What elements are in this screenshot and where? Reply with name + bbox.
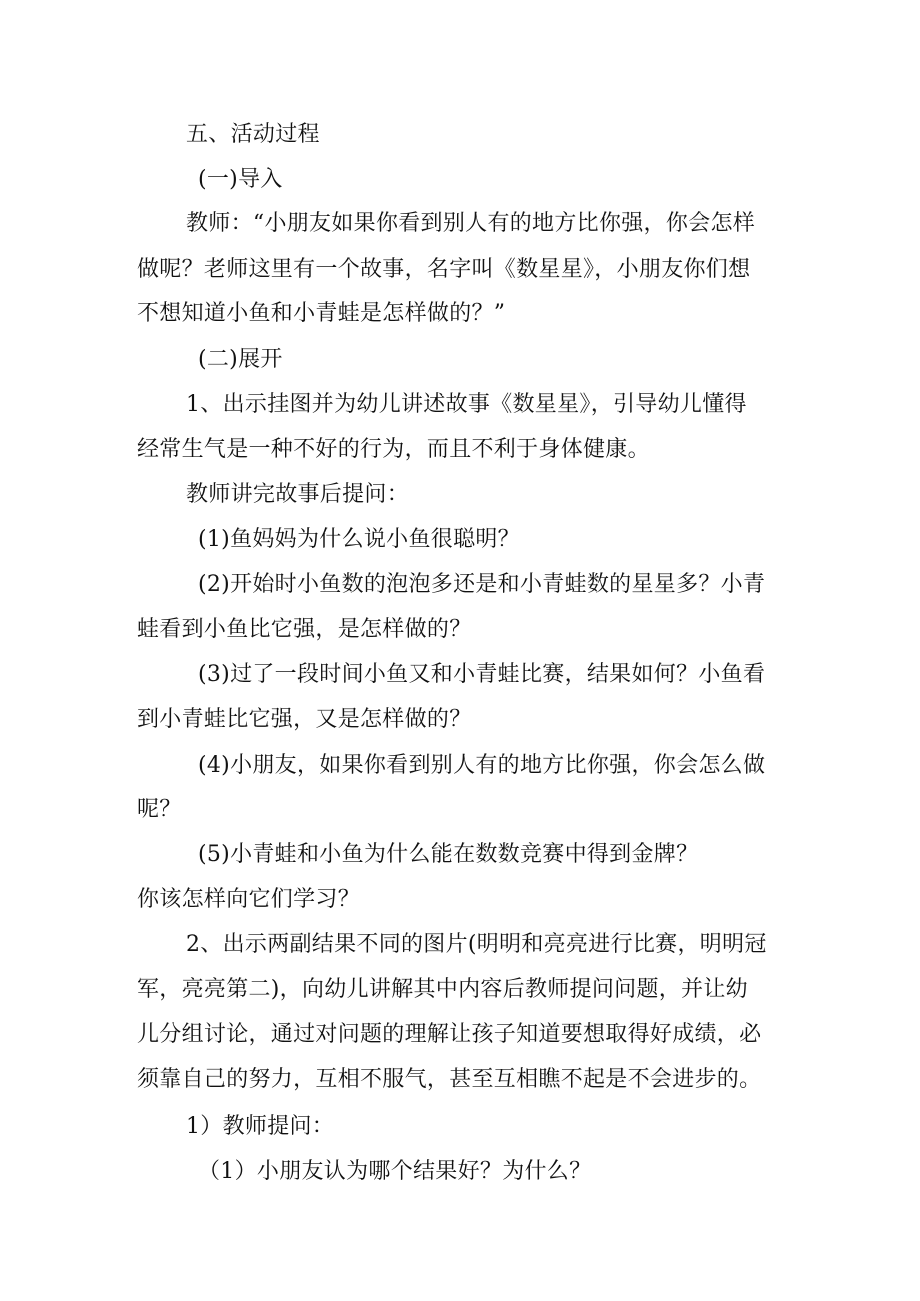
paragraph-line: 须靠自己的努力，互相不服气，甚至互相瞧不起是不会进步的。 [137, 1067, 762, 1092]
question-line: (4)小朋友，如果你看到别人有的地方比你强，你会怎么做 [198, 753, 766, 778]
paragraph-line: 1、出示挂图并为幼儿讲述故事《数星星》，引导幼儿懂得 [186, 392, 747, 417]
question-line: 呢？ [137, 797, 182, 822]
question-line: 你该怎样向它们学习？ [137, 887, 361, 912]
paragraph-line: 教师讲完故事后提问： [186, 482, 410, 507]
question-line: 蛙看到小鱼比它强，是怎样做的？ [137, 617, 472, 642]
question-line: 到小青蛙比它强，又是怎样做的？ [137, 707, 472, 732]
subsection-heading: 1）教师提问： [186, 1114, 335, 1139]
paragraph-line: 经常生气是一种不好的行为，而且不利于身体健康。 [137, 437, 650, 462]
paragraph-line: 做呢？老师这里有一个故事，名字叫《数星星》，小朋友你们想 [137, 257, 751, 282]
paragraph-line: 教师：“小朋友如果你看到别人有的地方比你强，你会怎样 [186, 211, 756, 236]
question-line: (3)过了一段时间小鱼又和小青蛙比赛，结果如何？小鱼看 [198, 662, 766, 687]
paragraph-line: 军，亮亮第二)，向幼儿讲解其中内容后教师提问问题，并让幼 [137, 977, 748, 1002]
paragraph-line: 不想知道小鱼和小青蛙是怎样做的？” [137, 301, 506, 326]
question-line: (5)小青蛙和小鱼为什么能在数数竞赛中得到金牌？ [198, 842, 699, 867]
subsection-heading: (二)展开 [198, 347, 283, 372]
paragraph-line: 2、出示两副结果不同的图片(明明和亮亮进行比赛，明明冠 [186, 932, 767, 957]
question-line: （1）小朋友认为哪个结果好？为什么？ [198, 1159, 592, 1184]
question-line: (1)鱼妈妈为什么说小鱼很聪明？ [198, 527, 520, 552]
question-line: (2)开始时小鱼数的泡泡多还是和小青蛙数的星星多？小青 [198, 572, 766, 597]
section-heading: 五、活动过程 [186, 122, 320, 147]
subsection-heading: (一)导入 [198, 167, 283, 192]
paragraph-line: 儿分组讨论，通过对问题的理解让孩子知道要想取得好成绩，必 [137, 1022, 762, 1047]
